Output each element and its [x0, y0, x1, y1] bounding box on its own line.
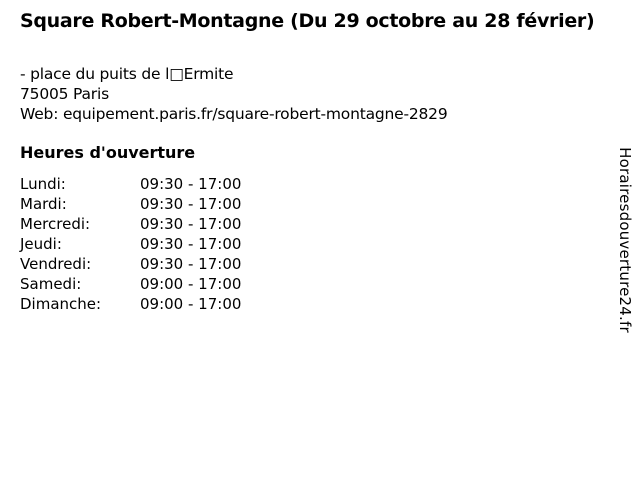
hours-row-thursday — [20, 234, 241, 254]
time-range: 09:00 - 17:00 — [140, 295, 242, 313]
day-label: Mardi: — [20, 195, 67, 213]
hours-row-friday — [20, 254, 241, 274]
hours-row-wednesday — [20, 214, 241, 234]
city-line: 75005 Paris — [20, 85, 109, 103]
day-label: Dimanche: — [20, 295, 102, 313]
day-label: Mercredi: — [20, 215, 91, 233]
day-label: Vendredi: — [20, 255, 92, 273]
address-block — [20, 64, 448, 124]
day-label: Jeudi: — [20, 235, 62, 253]
opening-hours-heading: Heures d'ouverture — [20, 143, 196, 162]
day-label: Samedi: — [20, 275, 82, 293]
hours-row-tuesday — [20, 194, 241, 214]
time-range: 09:30 - 17:00 — [140, 255, 242, 273]
time-range: 09:30 - 17:00 — [140, 215, 242, 233]
time-range: 09:30 - 17:00 — [140, 175, 242, 193]
time-range: 09:00 - 17:00 — [140, 275, 242, 293]
time-range: 09:30 - 17:00 — [140, 235, 242, 253]
hours-row-sunday — [20, 294, 241, 314]
page-title: Square Robert-Montagne (Du 29 octobre au 28 février) — [20, 10, 595, 32]
watermark-site-name: Horairesdouverture24.fr — [616, 147, 634, 333]
address-line: - place du puits de l□Ermite — [20, 65, 234, 83]
opening-hours-table — [20, 174, 241, 314]
day-label: Lundi: — [20, 175, 66, 193]
time-range: 09:30 - 17:00 — [140, 195, 242, 213]
website-line: Web: equipement.paris.fr/square-robert-montagne-2829 — [20, 105, 448, 123]
hours-row-monday — [20, 174, 241, 194]
hours-row-saturday — [20, 274, 241, 294]
